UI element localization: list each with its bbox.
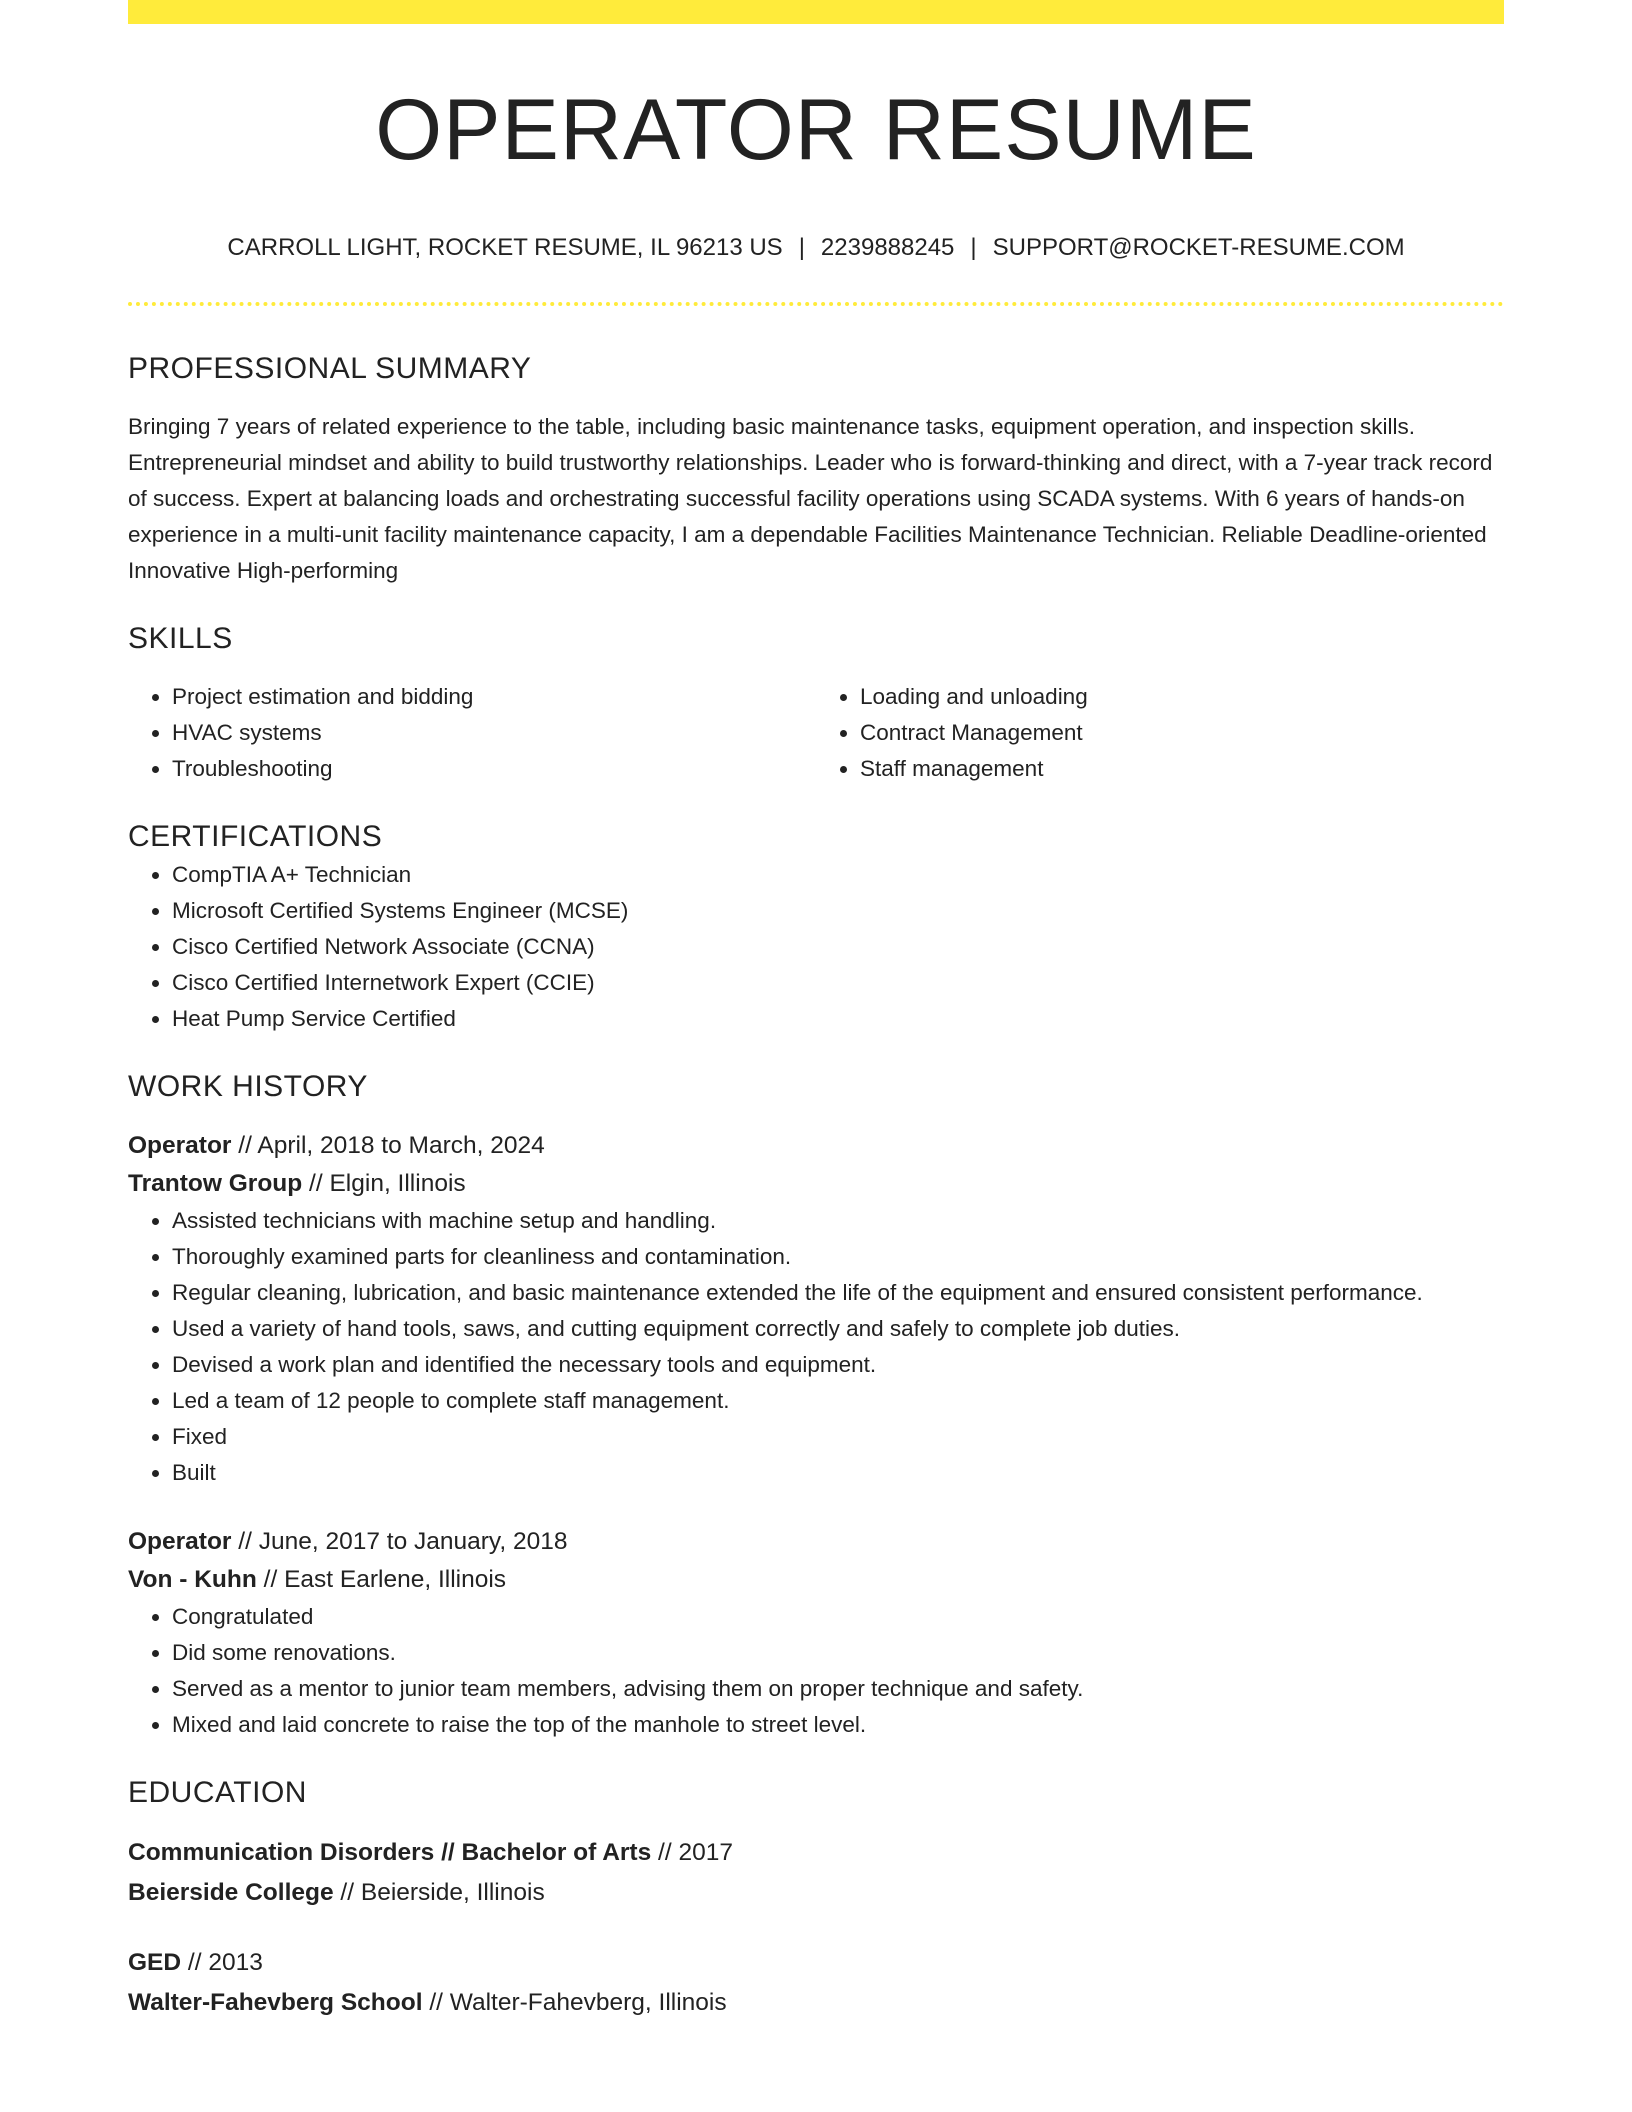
job-company-line: [128, 1561, 1504, 1599]
contact-separator: |: [798, 234, 805, 261]
separator: //: [263, 1566, 278, 1593]
education-year: 2017: [678, 1839, 733, 1866]
job-duties-list: [128, 1203, 1504, 1491]
separator: //: [429, 1989, 443, 2016]
job-duty: • Led a team of 12 people to complete staff management.: [172, 1383, 1504, 1419]
certifications-list: [128, 857, 1504, 1037]
education-degree-line: [128, 1833, 1504, 1873]
education-location: Beierside, Illinois: [360, 1879, 545, 1906]
education-degree: Communication Disorders // Bachelor of Arts: [128, 1839, 652, 1866]
job-duty: • Assisted technicians with machine setup and handling.: [172, 1203, 1504, 1239]
education-school: Beierside College: [128, 1879, 334, 1906]
contact-address: CARROLL LIGHT, ROCKET RESUME, IL 96213 US: [227, 234, 783, 261]
separator: //: [658, 1839, 672, 1866]
job-duty: • Thoroughly examined parts for cleanliness and contamination.: [172, 1239, 1504, 1275]
certification-item: • Microsoft Certified Systems Engineer (MCSE): [172, 893, 1504, 929]
skills-heading: SKILLS: [128, 622, 233, 655]
summary-text: Bringing 7 years of related experience to the table, including basic maintenance tasks, equipment operation, and inspection skills. Entrepreneurial mindset and ability to build trustworthy relationships. Leader who is forward-thinking and direct, with a 7-year track record of success. Expert at balancing loads and orchestrating successful facility operations using SCADA systems. With 6 years of hands-on experience in a multi-unit facility maintenance capacity, I am a dependable Facilities Maintenance Technician. Reliable Deadline-oriented Innovative High-performing: [128, 414, 1493, 583]
job-role: Operator: [128, 1132, 232, 1159]
contact-separator: |: [970, 234, 977, 261]
education-entry: [128, 1943, 1504, 2023]
job-location: Elgin, Illinois: [329, 1170, 466, 1197]
resume-content: [128, 0, 1504, 2023]
job-duty: • Served as a mentor to junior team members, advising them on proper technique and safety.: [172, 1671, 1504, 1707]
job-duty: • Mixed and laid concrete to raise the top of the manhole to street level.: [172, 1707, 1504, 1743]
skill-item: • HVAC systems: [172, 715, 816, 751]
education-entry: [128, 1833, 1504, 1913]
job-role-line: [128, 1127, 1504, 1165]
education-heading: EDUCATION: [128, 1776, 307, 1809]
job-location: East Earlene, Illinois: [284, 1566, 507, 1593]
certification-item: • CompTIA A+ Technician: [172, 857, 1504, 893]
work-history-heading: WORK HISTORY: [128, 1070, 368, 1103]
job-duty: • Fixed: [172, 1419, 1504, 1455]
dotted-divider: [128, 302, 1504, 306]
education-location: Walter-Fahevberg, Illinois: [449, 1989, 727, 2016]
certification-item: • Heat Pump Service Certified: [172, 1001, 1504, 1037]
skill-item: • Contract Management: [860, 715, 1504, 751]
education-degree: GED: [128, 1949, 182, 1976]
job-duty: • Regular cleaning, lubrication, and basic maintenance extended the life of the equipment and ensured consistent performance.: [172, 1275, 1504, 1311]
skill-item: • Troubleshooting: [172, 751, 816, 787]
job-duty: • Built: [172, 1455, 1504, 1491]
job-duty: • Did some renovations.: [172, 1635, 1504, 1671]
job-company: Von - Kuhn: [128, 1566, 257, 1593]
skill-item: • Staff management: [860, 751, 1504, 787]
job-role-line: [128, 1523, 1504, 1561]
skills-left-list: [128, 679, 816, 787]
job-duties-list: [128, 1599, 1504, 1743]
certification-item: • Cisco Certified Network Associate (CCNA): [172, 929, 1504, 965]
skills-right-list: [816, 679, 1504, 787]
skill-item: • Loading and unloading: [860, 679, 1504, 715]
job-company-line: [128, 1165, 1504, 1203]
contact-line: [128, 232, 1504, 264]
separator: //: [238, 1132, 252, 1159]
contact-email: SUPPORT@ROCKET-RESUME.COM: [992, 234, 1405, 261]
contact-phone: 2239888245: [820, 234, 955, 261]
resume-title: OPERATOR RESUME: [375, 82, 1257, 178]
separator: //: [238, 1528, 252, 1555]
education-year: 2013: [208, 1949, 263, 1976]
job-entry: [128, 1523, 1504, 1743]
education-school-line: [128, 1983, 1504, 2023]
skills-columns: [128, 679, 1504, 787]
job-duty: • Used a variety of hand tools, saws, and cutting equipment correctly and safely to complete job duties.: [172, 1311, 1504, 1347]
certification-item: • Cisco Certified Internetwork Expert (CCIE): [172, 965, 1504, 1001]
skill-item: • Project estimation and bidding: [172, 679, 816, 715]
separator: //: [309, 1170, 323, 1197]
summary-heading: PROFESSIONAL SUMMARY: [128, 352, 532, 385]
job-company: Trantow Group: [128, 1170, 303, 1197]
separator: //: [187, 1949, 202, 1976]
education-degree-line: [128, 1943, 1504, 1983]
job-role: Operator: [128, 1528, 232, 1555]
education-school: Walter-Fahevberg School: [128, 1989, 423, 2016]
job-dates: April, 2018 to March, 2024: [257, 1132, 545, 1159]
certifications-heading: CERTIFICATIONS: [128, 820, 383, 853]
education-school-line: [128, 1873, 1504, 1913]
job-entry: [128, 1127, 1504, 1491]
job-duty: • Congratulated: [172, 1599, 1504, 1635]
job-dates: June, 2017 to January, 2018: [258, 1528, 568, 1555]
job-duty: • Devised a work plan and identified the necessary tools and equipment.: [172, 1347, 1504, 1383]
separator: //: [340, 1879, 355, 1906]
